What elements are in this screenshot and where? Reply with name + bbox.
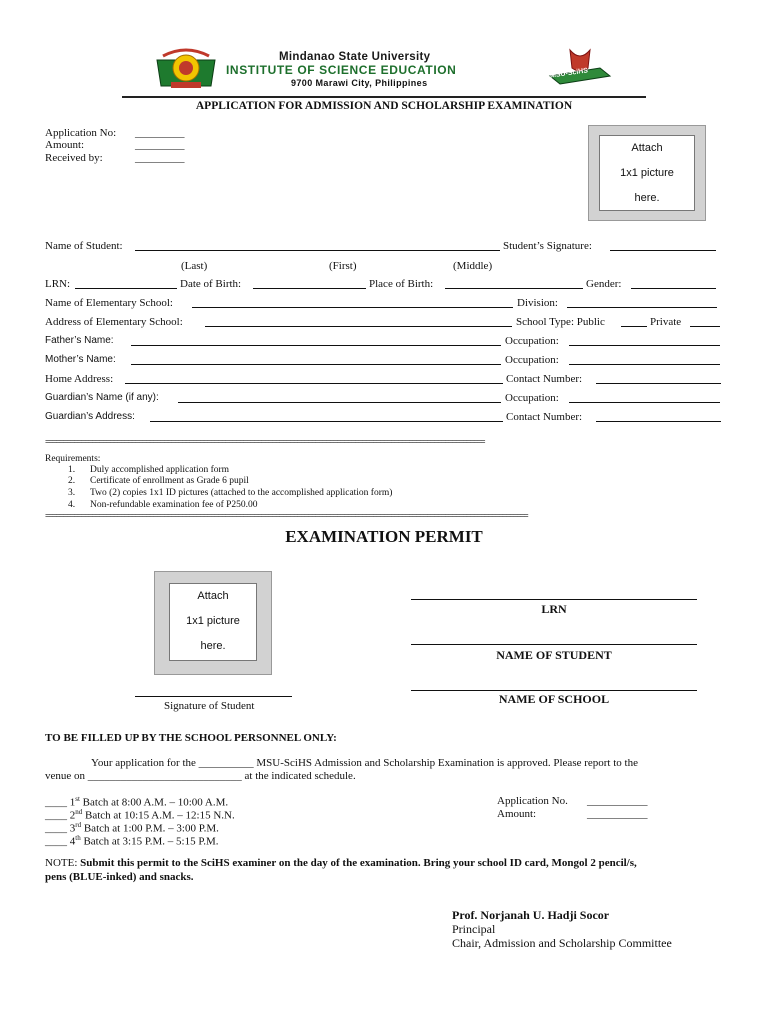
signature-line[interactable] bbox=[135, 696, 292, 697]
fathers-name-field[interactable] bbox=[131, 335, 501, 346]
batch-ordinal: 3 bbox=[69, 822, 76, 835]
batch-blank[interactable]: ____ bbox=[45, 835, 70, 848]
left-logo bbox=[153, 46, 219, 92]
photo-here-text: here. bbox=[634, 192, 660, 204]
approval-paragraph-line2: venue on ____________________________ at the indicated schedule. bbox=[45, 770, 356, 782]
permit-amount-blank[interactable]: ___________ bbox=[587, 808, 648, 820]
permit-student-caption: NAME OF STUDENT bbox=[496, 648, 612, 662]
gender-label: Gender: bbox=[586, 278, 622, 290]
photo-size-text: 1x1 picture bbox=[186, 615, 240, 627]
student-signature-label: Student’s Signature: bbox=[503, 240, 592, 252]
guardian-contact-field[interactable] bbox=[596, 411, 721, 422]
institute-name: INSTITUTE OF SCIENCE EDUCATION bbox=[226, 63, 457, 77]
permit-title: EXAMINATION PERMIT bbox=[285, 527, 483, 546]
division-field[interactable] bbox=[567, 297, 717, 308]
permit-lrn-caption: LRN bbox=[541, 602, 567, 616]
home-contact-field[interactable] bbox=[596, 373, 721, 384]
elem-address-label: Address of Elementary School: bbox=[45, 316, 183, 328]
batch-ordinal: 1 bbox=[69, 796, 76, 809]
name-of-student-field[interactable] bbox=[135, 240, 500, 251]
middle-name-caption: (Middle) bbox=[453, 260, 493, 272]
home-address-label: Home Address: bbox=[45, 373, 114, 385]
father-occupation-label: Occupation: bbox=[505, 335, 559, 347]
batch-suffix: st bbox=[75, 795, 80, 803]
guardians-address-field[interactable] bbox=[150, 411, 503, 422]
hash-divider-bottom: ====================================================================================================================================== bbox=[45, 512, 528, 521]
batch-suffix: nd bbox=[75, 808, 83, 816]
elem-school-label: Name of Elementary School: bbox=[45, 297, 173, 309]
date-of-birth-label: Date of Birth: bbox=[180, 278, 242, 290]
photo-box-top[interactable] bbox=[588, 125, 706, 221]
signatory-committee: Chair, Admission and Scholarship Committee bbox=[452, 936, 672, 950]
home-address-field[interactable] bbox=[125, 373, 503, 384]
guardians-name-label: Guardian’s Name (if any): bbox=[45, 392, 159, 403]
note-line1 bbox=[45, 857, 637, 869]
permit-application-no-label: Application No. bbox=[497, 795, 568, 807]
guardians-address-label: Guardian’s Address: bbox=[45, 411, 135, 422]
institute-address: 9700 Marawi City, Philippines bbox=[291, 78, 428, 88]
batch-ordinal: 2 bbox=[69, 809, 76, 822]
fathers-name-label: Father’s Name: bbox=[45, 335, 114, 346]
office-app-no-label: Application No: bbox=[45, 127, 117, 139]
permit-amount-label: Amount: bbox=[497, 808, 537, 820]
elem-address-field[interactable] bbox=[205, 316, 512, 327]
mothers-name-label: Mother’s Name: bbox=[45, 354, 116, 365]
office-amount-blank[interactable]: _________ bbox=[135, 139, 185, 151]
batch-blank[interactable]: ____ bbox=[45, 796, 70, 809]
header-rule bbox=[122, 96, 646, 98]
home-contact-label: Contact Number: bbox=[506, 373, 583, 385]
mother-occupation-field[interactable] bbox=[569, 354, 720, 365]
photo-attach-text: Attach bbox=[631, 142, 663, 154]
place-of-birth-label: Place of Birth: bbox=[369, 278, 434, 290]
photo-here-text: here. bbox=[200, 640, 226, 652]
division-label: Division: bbox=[517, 297, 558, 309]
batch-time: Batch at 8:00 A.M. – 10:00 A.M. bbox=[79, 796, 229, 809]
office-app-no-blank[interactable]: _________ bbox=[135, 127, 185, 139]
note-line2: pens (BLUE-inked) and snacks. bbox=[45, 871, 194, 883]
requirement-text: Certificate of enrollment as Grade 6 pupil bbox=[90, 476, 249, 486]
photo-placeholder-permit bbox=[169, 583, 257, 661]
permit-application-no-blank[interactable]: ___________ bbox=[587, 795, 648, 807]
last-name-caption: (Last) bbox=[181, 260, 208, 272]
photo-size-text: 1x1 picture bbox=[620, 167, 674, 179]
requirement-text: Two (2) copies 1x1 ID pictures (attached to the accomplished application form) bbox=[90, 488, 393, 498]
batch-ordinal: 4 bbox=[69, 835, 76, 848]
batch-suffix: rd bbox=[75, 821, 82, 829]
guardian-occupation-label: Occupation: bbox=[505, 392, 559, 404]
batch-option-2[interactable] bbox=[45, 808, 235, 822]
permit-school-caption: NAME OF SCHOOL bbox=[498, 692, 610, 706]
signature-of-student-caption: Signature of Student bbox=[164, 700, 255, 712]
batch-blank[interactable]: ____ bbox=[45, 809, 70, 822]
right-seal bbox=[544, 46, 616, 88]
requirement-item: 4. bbox=[68, 500, 76, 510]
batch-time: Batch at 10:15 A.M. – 12:15 N.N. bbox=[82, 809, 235, 822]
private-blank[interactable] bbox=[690, 316, 720, 327]
mothers-name-field[interactable] bbox=[131, 354, 501, 365]
first-name-caption: (First) bbox=[329, 260, 357, 272]
right-seal-label: MSU-SciHS bbox=[549, 67, 589, 80]
student-signature-field[interactable] bbox=[610, 240, 716, 251]
university-name: Mindanao State University bbox=[279, 51, 431, 63]
permit-lrn-line[interactable] bbox=[411, 599, 697, 600]
photo-placeholder-top bbox=[599, 135, 695, 211]
office-received-blank[interactable]: _________ bbox=[135, 152, 185, 164]
place-of-birth-field[interactable] bbox=[445, 278, 583, 289]
private-label: Private bbox=[650, 316, 682, 328]
requirement-item: 1. bbox=[68, 465, 76, 475]
public-blank[interactable] bbox=[621, 316, 647, 327]
photo-attach-text: Attach bbox=[197, 590, 229, 602]
batch-blank[interactable]: ____ bbox=[45, 822, 70, 835]
requirement-item: 3. bbox=[68, 488, 76, 498]
school-type-label: School Type: Public bbox=[516, 316, 605, 328]
guardian-contact-label: Contact Number: bbox=[506, 411, 583, 423]
note-label: NOTE: bbox=[45, 857, 78, 869]
lrn-label: LRN: bbox=[45, 278, 71, 290]
batch-option-3[interactable] bbox=[45, 821, 219, 835]
office-amount-label: Amount: bbox=[45, 139, 85, 151]
batch-time: Batch at 1:00 P.M. – 3:00 P.M. bbox=[81, 822, 219, 835]
form-title: APPLICATION FOR ADMISSION AND SCHOLARSHIP EXAMINATION bbox=[195, 100, 573, 112]
batch-option-1[interactable] bbox=[45, 795, 228, 809]
requirement-text: Non-refundable examination fee of P250.00 bbox=[90, 500, 258, 510]
batch-option-4[interactable] bbox=[45, 834, 219, 848]
signatory-title: Principal bbox=[452, 922, 496, 936]
signatory-name: Prof. Norjanah U. Hadji Socor bbox=[452, 908, 610, 922]
office-received-label: Received by: bbox=[45, 152, 103, 164]
gender-field[interactable] bbox=[631, 278, 716, 289]
permit-student-line[interactable] bbox=[411, 644, 697, 645]
father-occupation-field[interactable] bbox=[569, 335, 720, 346]
guardian-occupation-field[interactable] bbox=[569, 392, 720, 403]
batch-time: Batch at 3:15 P.M. – 5:15 P.M. bbox=[80, 835, 219, 848]
approval-paragraph-line1: Your application for the __________ MSU-SciHS Admission and Scholarship Examination is approved. Please report to the bbox=[91, 757, 638, 769]
requirement-item: 2. bbox=[68, 476, 76, 486]
note-text: Submit this permit to the SciHS examiner on the day of the examination. Bring your school ID card, Mongol 2 pencil/s, bbox=[80, 857, 637, 869]
personnel-heading: TO BE FILLED UP BY THE SCHOOL PERSONNEL ONLY: bbox=[45, 732, 337, 744]
date-of-birth-field[interactable] bbox=[253, 278, 366, 289]
elem-school-field[interactable] bbox=[192, 297, 513, 308]
requirement-text: Duly accomplished application form bbox=[90, 465, 230, 475]
mother-occupation-label: Occupation: bbox=[505, 354, 559, 366]
hash-divider-top: ========================================================================================================================== bbox=[45, 438, 485, 447]
requirements-heading: Requirements: bbox=[45, 454, 101, 464]
lrn-field[interactable] bbox=[75, 278, 177, 289]
permit-school-line[interactable] bbox=[411, 690, 697, 691]
photo-box-permit[interactable] bbox=[154, 571, 272, 675]
batch-suffix: th bbox=[75, 834, 81, 842]
name-of-student-label: Name of Student: bbox=[45, 240, 123, 252]
guardians-name-field[interactable] bbox=[178, 392, 501, 403]
